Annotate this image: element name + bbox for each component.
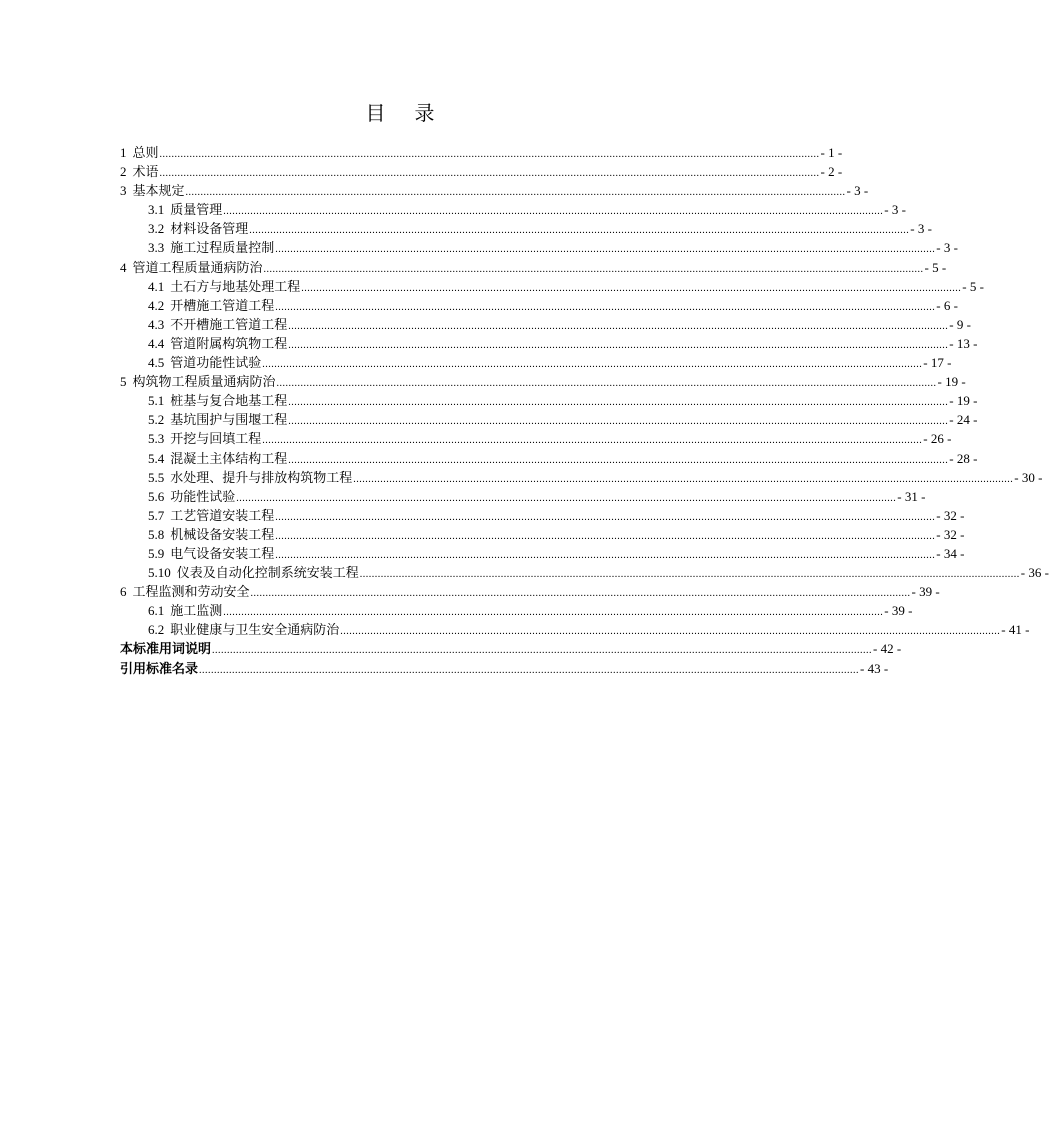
toc-entry[interactable] [120,449,978,468]
toc-entry-label: 构筑物工程质量通病防治 [132,374,276,390]
toc-entry-page: - 5 - [962,278,984,294]
toc-entry-page: - 17 - [923,355,952,371]
toc-entry-page: - 42 - [873,641,902,657]
dot-leader: ............................................................................................................................................................................................................................ [275,511,936,523]
toc-entry[interactable] [120,410,978,429]
toc-entry-label: 土石方与地基处理工程 [170,278,301,294]
toc-entry-page: - 30 - [1014,469,1043,485]
toc-entry-page: - 41 - [1001,622,1030,638]
toc-entry[interactable] [120,315,971,334]
toc-entry-page: - 3 - [884,202,906,218]
toc-entry-label: 桩基与复合地基工程 [170,393,288,409]
toc-entry-number: 4.3 [148,316,165,332]
toc-entry-number: 5.10 [148,565,171,581]
toc-entry-number: 6.2 [148,622,165,638]
toc-entry[interactable] [120,334,978,353]
toc-entry-page: - 3 - [846,183,869,199]
toc-entry-page: - 6 - [936,297,958,313]
dot-leader: ............................................................................................................................................................................................................................ [288,416,949,428]
toc-entry-page: - 2 - [820,164,843,180]
toc-entry-number: 5.1 [148,393,165,409]
dot-leader: ............................................................................................................................................................................................................................ [301,282,962,294]
toc-entry-number: 6.1 [148,603,165,619]
dot-leader: ............................................................................................................................................................................................................................ [223,607,884,619]
toc-entry[interactable] [120,200,906,219]
dot-leader: ............................................................................................................................................................................................................................ [288,454,949,466]
toc-entry-label: 管道功能性试验 [170,355,262,371]
toc-entry-page: - 13 - [949,335,978,351]
toc-entry-page: - 1 - [820,145,843,160]
dot-leader: ............................................................................................................................................................................................................................ [275,244,936,256]
dot-leader: ............................................................................................................................................................................................................................ [288,320,949,332]
toc-entry-label: 机械设备安装工程 [170,526,275,542]
toc-entry-page: - 43 - [860,660,889,676]
toc-entry[interactable] [120,468,1043,487]
toc-entry[interactable] [120,181,869,200]
toc-entry-page: - 19 - [937,374,966,390]
dot-leader: ............................................................................................................................................................................................................................ [212,645,873,657]
toc-entry-label: 管道附属构筑物工程 [170,335,288,351]
toc-entry-label: 工程监测和劳动安全 [132,584,250,600]
dot-leader: ............................................................................................................................................................................................................................ [276,378,937,390]
toc-entry-label: 电气设备安装工程 [170,545,275,561]
toc-entry-label: 质量管理 [170,202,223,218]
toc-entry-label: 总则 [132,145,159,160]
toc-entry-number: 5.3 [148,431,165,447]
toc-entry[interactable] [120,582,940,601]
toc-entry-number: 1 [120,145,127,160]
dot-leader: ............................................................................................................................................................................................................................ [288,339,949,351]
toc-entry-page: - 39 - [911,584,940,600]
toc-entry-page: - 36 - [1020,565,1049,581]
toc-entry-number: 5.6 [148,488,165,504]
dot-leader: ............................................................................................................................................................................................................................ [262,359,923,371]
toc-entry[interactable] [120,620,1030,639]
toc-entry[interactable] [120,544,965,563]
toc-entry[interactable] [120,429,952,448]
dot-leader: ............................................................................................................................................................................................................................ [275,530,936,542]
toc-entry-number: 2 [120,164,127,180]
toc-entry-page: - 31 - [897,488,926,504]
toc-entry[interactable] [120,659,889,678]
toc-entry-label: 职业健康与卫生安全通病防治 [170,622,340,638]
toc-entry-label: 术语 [132,164,159,180]
toc-entry[interactable] [120,391,978,410]
dot-leader: ............................................................................................................................................................................................................................ [340,626,1001,638]
dot-leader: ............................................................................................................................................................................................................................ [262,435,923,447]
toc-entry-page: - 3 - [936,240,958,256]
table-of-contents [120,143,1049,678]
toc-entry-label: 基坑围护与围堰工程 [170,412,288,428]
toc-entry-number: 4.1 [148,278,165,294]
toc-entry-label: 混凝土主体结构工程 [170,450,288,466]
toc-entry-page: - 5 - [924,259,947,275]
toc-entry-page: - 34 - [936,545,965,561]
toc-entry-number: 5.5 [148,469,165,485]
toc-entry-number: 5.2 [148,412,165,428]
dot-leader: ............................................................................................................................................................................................................................ [353,473,1014,485]
toc-entry[interactable] [120,506,965,525]
toc-entry-number: 3.1 [148,202,165,218]
dot-leader: ............................................................................................................................................................................................................................ [263,263,924,275]
toc-entry-number: 3.3 [148,240,165,256]
toc-entry-page: - 32 - [936,507,965,523]
dot-leader: ............................................................................................................................................................................................................................ [199,664,860,676]
toc-entry-number: 4.5 [148,355,165,371]
dot-leader: ............................................................................................................................................................................................................................ [275,301,936,313]
toc-entry-number: 4.2 [148,297,165,313]
dot-leader: ............................................................................................................................................................................................................................ [159,168,820,180]
toc-entry[interactable] [120,563,1049,582]
toc-entry-label: 开挖与回填工程 [170,431,262,447]
dot-leader: ............................................................................................................................................................................................................................ [250,588,911,600]
toc-entry[interactable] [120,258,947,277]
toc-entry-label: 引用标准名录 [120,660,199,676]
dot-leader: ............................................................................................................................................................................................................................ [359,569,1020,581]
toc-entry-page: - 26 - [923,431,952,447]
toc-entry-label: 仪表及自动化控制系统安装工程 [176,565,359,581]
toc-entry[interactable] [120,143,843,162]
dot-leader: ............................................................................................................................................................................................................................ [249,225,910,237]
toc-entry-page: - 32 - [936,526,965,542]
toc-entry[interactable] [120,296,958,315]
toc-entry-page: - 19 - [949,393,978,409]
toc-entry-number: 5 [120,374,127,390]
toc-entry-number: 3 [120,183,127,199]
toc-entry-number: 5.8 [148,526,165,542]
toc-entry-label: 工艺管道安装工程 [170,507,275,523]
toc-entry[interactable] [120,219,932,238]
toc-entry-page: - 39 - [884,603,913,619]
toc-entry-number: 3.2 [148,221,165,237]
toc-entry-label: 基本规定 [132,183,185,199]
toc-entry-number: 4.4 [148,335,165,351]
dot-leader: ............................................................................................................................................................................................................................ [275,549,936,561]
toc-entry[interactable] [120,162,843,181]
toc-entry-number: 5.7 [148,507,165,523]
toc-entry[interactable] [120,372,966,391]
toc-entry[interactable] [120,487,926,506]
dot-leader: ............................................................................................................................................................................................................................ [185,187,846,199]
dot-leader: ............................................................................................................................................................................................................................ [288,397,949,409]
toc-entry-label: 水处理、提升与排放构筑物工程 [170,469,353,485]
toc-entry-label: 管道工程质量通病防治 [132,259,263,275]
toc-entry[interactable] [120,639,902,658]
dot-leader: ............................................................................................................................................................................................................................ [159,149,820,160]
toc-entry-label: 施工监测 [170,603,223,619]
toc-entry-label: 本标准用词说明 [120,641,212,657]
toc-entry-label: 施工过程质量控制 [170,240,275,256]
toc-entry-page: - 24 - [949,412,978,428]
toc-entry[interactable] [120,353,952,372]
toc-entry-number: 4 [120,259,127,275]
page-title: 目 录 [365,103,447,125]
toc-entry-label: 不开槽施工管道工程 [170,316,288,332]
dot-leader: ............................................................................................................................................................................................................................ [223,206,884,218]
toc-entry-number: 5.4 [148,450,165,466]
toc-entry-page: - 3 - [910,221,932,237]
toc-entry-label: 开槽施工管道工程 [170,297,275,313]
toc-entry[interactable] [120,525,965,544]
toc-entry[interactable] [120,601,913,620]
toc-entry[interactable] [120,277,984,296]
toc-entry-page: - 28 - [949,450,978,466]
toc-entry-number: 6 [120,584,127,600]
dot-leader: ............................................................................................................................................................................................................................ [236,492,897,504]
toc-entry-label: 功能性试验 [170,488,236,504]
toc-entry-page: - 9 - [949,316,971,332]
toc-entry-number: 5.9 [148,545,165,561]
toc-entry-label: 材料设备管理 [170,221,249,237]
toc-entry[interactable] [120,238,958,257]
